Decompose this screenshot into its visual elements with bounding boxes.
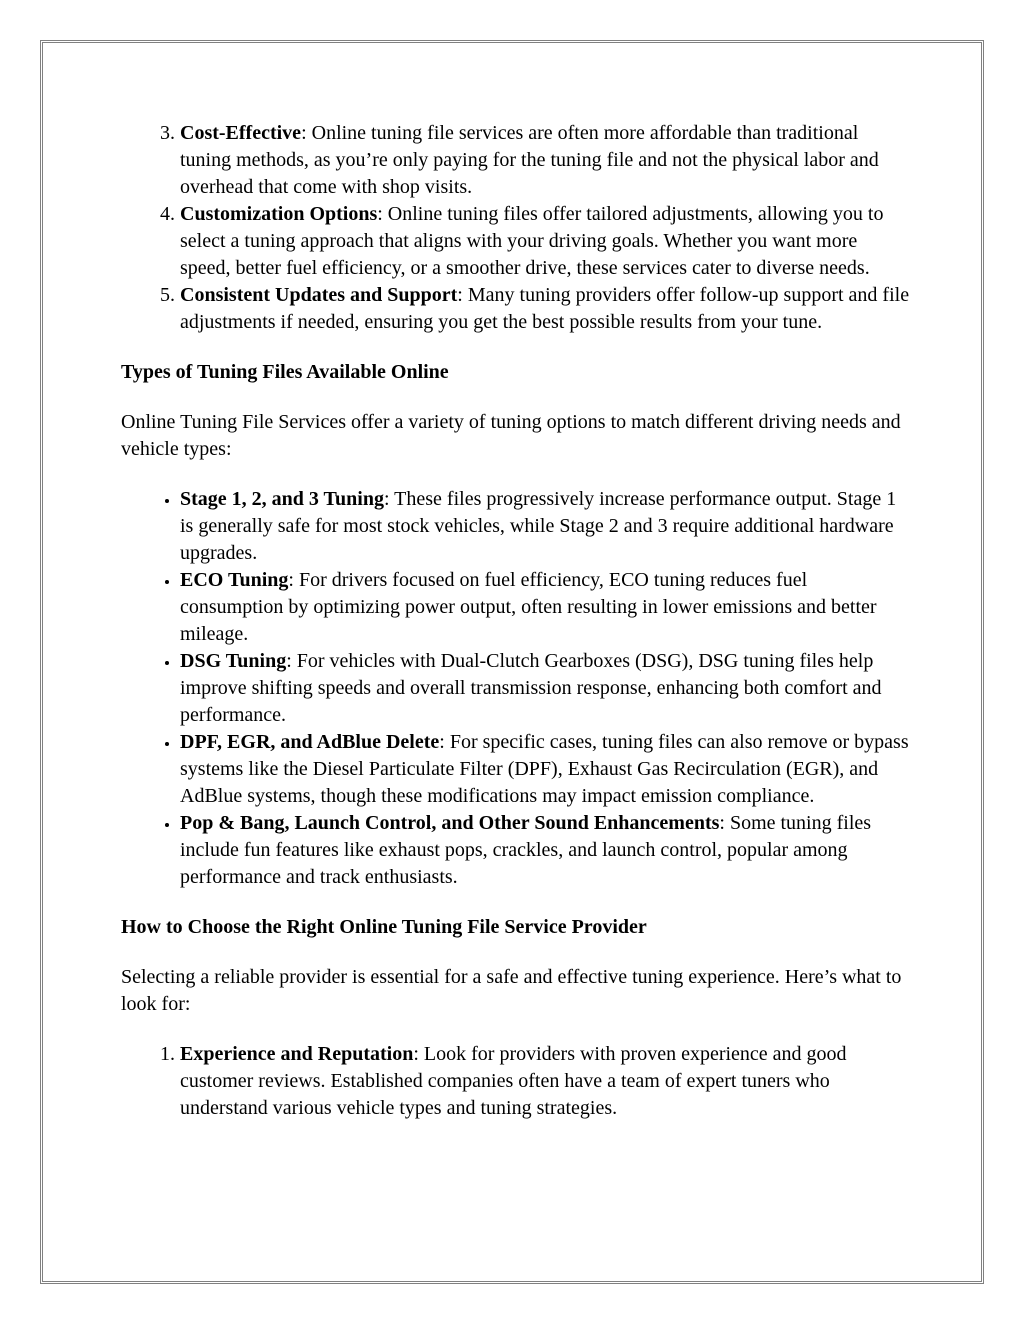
list-item (180, 201, 911, 282)
list-item-text: : For specific cases, tuning files can also remove or bypass systems like the Diesel Particulate Filter (DPF), Exhaust Gas Recirculation (EGR), and AdBlue systems, though these modifications may impact emission compliance. (180, 731, 909, 807)
list-item-term: Cost-Effective (180, 122, 302, 144)
tuning-types-list (121, 486, 911, 891)
list-item-text: : Online tuning files offer tailored adjustments, allowing you to select a tuning approach that aligns with your driving goals. Whether you want more speed, better fuel efficiency, or a smoother drive, these services cater to diverse needs. (180, 203, 884, 279)
list-item-text: : Many tuning providers offer follow-up support and file adjustments if needed, ensuring you get the best possible results from your tune. (180, 284, 910, 333)
list-item-text: : Online tuning file services are often more affordable than traditional tuning methods, as you’re only paying for the tuning file and not the physical labor and overhead that come with shop visits. (180, 122, 879, 198)
section-intro-types: Online Tuning File Services offer a variety of tuning options to match different driving needs and vehicle types: (121, 411, 901, 460)
list-item-term: DPF, EGR, and AdBlue Delete (180, 731, 440, 753)
section-heading-choose: How to Choose the Right Online Tuning File Service Provider (121, 916, 647, 938)
list-item (180, 1041, 911, 1122)
list-item (180, 282, 911, 336)
list-item-term: DSG Tuning (180, 650, 287, 672)
list-item (180, 486, 911, 567)
list-item (180, 810, 911, 891)
list-item-text: : Some tuning files include fun features like exhaust pops, crackles, and launch control, popular among performance and track enthusiasts. (180, 812, 872, 888)
provider-criteria-list (121, 1041, 911, 1122)
document-content (121, 120, 911, 1122)
section-intro-choose: Selecting a reliable provider is essential for a safe and effective tuning experience. Here’s what to look for: (121, 966, 902, 1015)
benefits-list (121, 120, 911, 336)
list-item (180, 729, 911, 810)
list-item-term: Pop & Bang, Launch Control, and Other Sound Enhancements (180, 812, 720, 834)
list-item (180, 120, 911, 201)
list-item-term: ECO Tuning (180, 569, 289, 591)
section-heading-types: Types of Tuning Files Available Online (121, 361, 449, 383)
list-item (180, 648, 911, 729)
list-item-text: : For drivers focused on fuel efficiency, ECO tuning reduces fuel consumption by optimizing power output, often resulting in lower emissions and better mileage. (180, 569, 877, 645)
list-item-term: Experience and Reputation (180, 1043, 414, 1065)
list-item-term: Stage 1, 2, and 3 Tuning (180, 488, 384, 510)
list-item-text: : These files progressively increase performance output. Stage 1 is generally safe for most stock vehicles, while Stage 2 and 3 require additional hardware upgrades. (180, 488, 897, 564)
list-item-term: Customization Options (180, 203, 378, 225)
list-item-term: Consistent Updates and Support (180, 284, 458, 306)
list-item-text: : Look for providers with proven experience and good customer reviews. Established companies often have a team of expert tuners who understand various vehicle types and tuning strategies. (180, 1043, 847, 1119)
list-item-text: : For vehicles with Dual-Clutch Gearboxes (DSG), DSG tuning files help improve shifting speeds and overall transmission response, enhancing both comfort and performance. (180, 650, 882, 726)
list-item (180, 567, 911, 648)
